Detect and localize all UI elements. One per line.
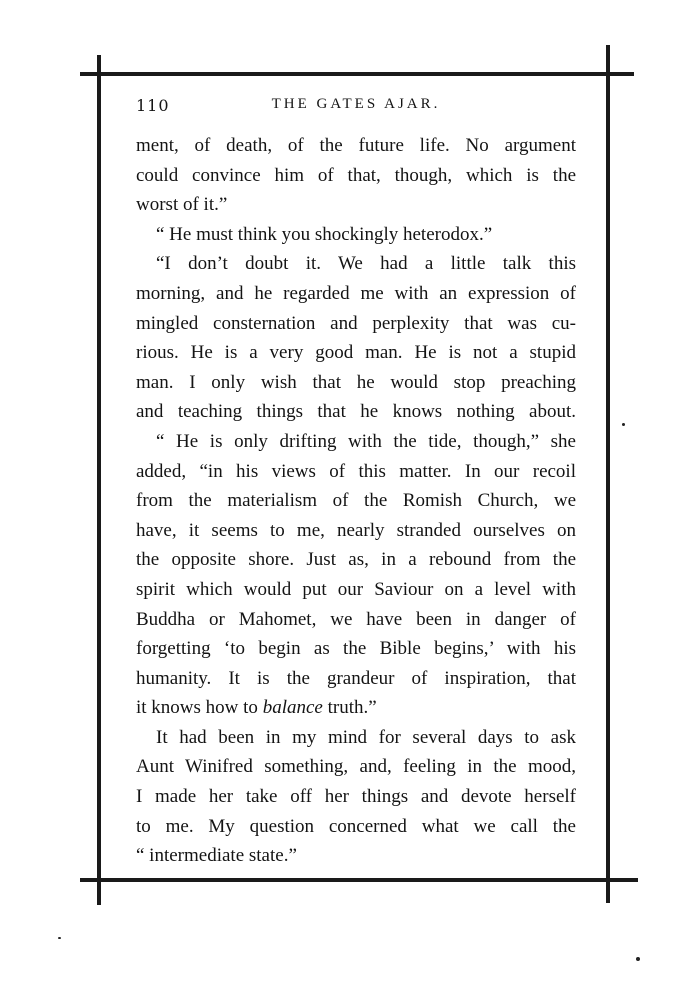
text-line: and teaching things that he knows nothing about. — [136, 401, 576, 423]
text-line: from the materialism of the Romish Church, we — [136, 490, 576, 512]
text-run: truth.” — [322, 697, 377, 719]
bottom-border-rule — [80, 878, 638, 882]
top-border-rule — [80, 72, 634, 76]
scan-speck — [636, 957, 640, 961]
scan-speck — [622, 423, 625, 426]
text-line: “I don’t doubt it. We had a little talk this — [156, 253, 576, 275]
page-body — [136, 131, 576, 871]
text-line: man. I only wish that he would stop preaching — [136, 371, 576, 393]
text-line: humanity. It is the grandeur of inspiration, that — [136, 667, 576, 689]
text-line: mingled consternation and perplexity that was cu- — [136, 312, 576, 334]
text-line: morning, and he regarded me with an expression of — [136, 282, 576, 304]
italic-word: balance — [262, 697, 323, 719]
page-number: 110 — [136, 96, 170, 115]
text-line: It had been in my mind for several days to ask — [156, 726, 576, 748]
text-line: “ intermediate state.” — [136, 845, 297, 867]
text-line: to me. My question concerned what we call the — [136, 815, 576, 837]
text-line: added, “in his views of this matter. In our recoil — [136, 460, 576, 482]
text-line: have, it seems to me, nearly stranded ourselves on — [136, 519, 576, 541]
text-line: Buddha or Mahomet, we have been in danger of — [136, 608, 576, 630]
text-line: spirit which would put our Saviour on a level with — [136, 578, 576, 600]
right-border-rule — [606, 45, 610, 903]
text-line — [136, 693, 576, 723]
page-header — [136, 96, 576, 120]
text-line: I made her take off her things and devote herself — [136, 786, 576, 808]
scan-speck — [58, 937, 61, 939]
running-title: THE GATES AJAR. — [271, 96, 441, 112]
left-border-rule — [97, 55, 101, 905]
text-line: “ He must think you shockingly heterodox.” — [156, 223, 493, 245]
text-line: the opposite shore. Just as, in a rebound from the — [136, 549, 576, 571]
text-line: could convince him of that, though, which is the — [136, 164, 576, 186]
text-line: forgetting ‘to begin as the Bible begins,’ with his — [136, 638, 576, 660]
text-line: worst of it.” — [136, 194, 228, 216]
text-line: Aunt Winifred something, and, feeling in the mood, — [136, 756, 576, 778]
text-line: rious. He is a very good man. He is not a stupid — [136, 342, 576, 364]
text-line: ment, of death, of the future life. No argument — [136, 135, 576, 156]
text-run: it knows how to — [136, 697, 263, 719]
text-line: “ He is only drifting with the tide, though,” she — [156, 430, 576, 452]
